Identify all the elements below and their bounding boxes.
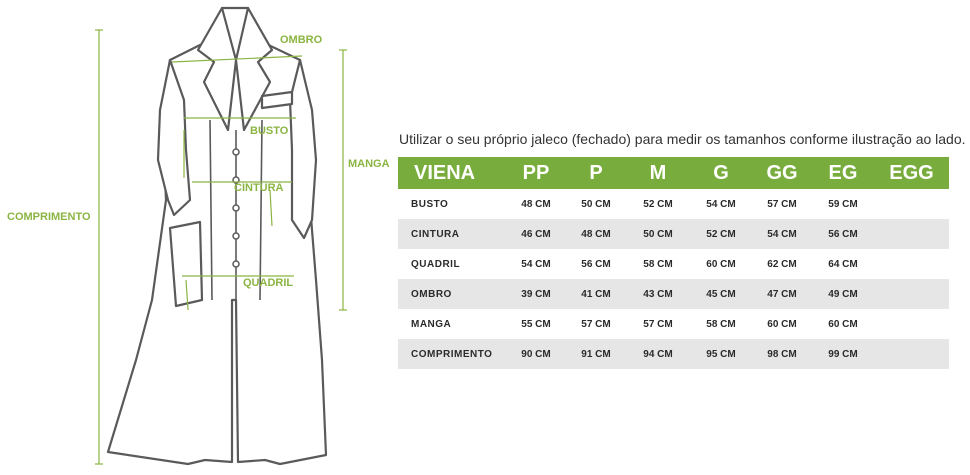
- table-cell: 99 CM: [812, 339, 874, 369]
- table-cell: 52 CM: [626, 189, 690, 219]
- label-quadril: QUADRIL: [243, 277, 294, 289]
- table-cell: 60 CM: [690, 249, 752, 279]
- table-cell: 48 CM: [506, 189, 566, 219]
- label-comprimento: COMPRIMENTO: [7, 211, 91, 223]
- size-table: [398, 157, 949, 369]
- label-cintura: CINTURA: [234, 182, 284, 194]
- coat-illustration: [0, 0, 390, 475]
- table-cell: [874, 339, 949, 369]
- size-header: EGG: [874, 157, 949, 189]
- size-header: M: [626, 157, 690, 189]
- size-header: PP: [506, 157, 566, 189]
- table-cell: 39 CM: [506, 279, 566, 309]
- row-label: MANGA: [398, 309, 506, 339]
- table-cell: 64 CM: [812, 249, 874, 279]
- table-cell: 58 CM: [626, 249, 690, 279]
- table-cell: 95 CM: [690, 339, 752, 369]
- table-cell: 58 CM: [690, 309, 752, 339]
- table-cell: [874, 189, 949, 219]
- size-header: G: [690, 157, 752, 189]
- label-ombro: OMBRO: [280, 34, 323, 46]
- row-label: OMBRO: [398, 279, 506, 309]
- size-header: P: [566, 157, 626, 189]
- table-cell: 41 CM: [566, 279, 626, 309]
- table-row: [398, 309, 949, 339]
- coat-measurement-figure: [0, 0, 390, 475]
- table-cell: 59 CM: [812, 189, 874, 219]
- table-cell: 54 CM: [690, 189, 752, 219]
- table-cell: 50 CM: [566, 189, 626, 219]
- row-label: QUADRIL: [398, 249, 506, 279]
- table-cell: 50 CM: [626, 219, 690, 249]
- table-cell: 54 CM: [506, 249, 566, 279]
- size-header: GG: [752, 157, 812, 189]
- table-row: [398, 249, 949, 279]
- table-cell: 98 CM: [752, 339, 812, 369]
- table-cell: 57 CM: [626, 309, 690, 339]
- table-cell: 56 CM: [566, 249, 626, 279]
- table-cell: 94 CM: [626, 339, 690, 369]
- table-cell: 47 CM: [752, 279, 812, 309]
- model-name: VIENA: [398, 157, 506, 189]
- table-cell: 45 CM: [690, 279, 752, 309]
- table-row: [398, 279, 949, 309]
- table-cell: 56 CM: [812, 219, 874, 249]
- label-busto: BUSTO: [250, 125, 289, 137]
- instructions-text: Utilizar o seu próprio jaleco (fechado) para medir os tamanhos conforme ilustração ao lado.: [399, 131, 966, 147]
- table-header-row: [398, 157, 949, 189]
- row-label: BUSTO: [398, 189, 506, 219]
- table-cell: 62 CM: [752, 249, 812, 279]
- table-cell: [874, 219, 949, 249]
- table-cell: 60 CM: [812, 309, 874, 339]
- row-label: CINTURA: [398, 219, 506, 249]
- table-cell: 43 CM: [626, 279, 690, 309]
- table-row: [398, 189, 949, 219]
- table-cell: 91 CM: [566, 339, 626, 369]
- size-header: EG: [812, 157, 874, 189]
- table-cell: 57 CM: [566, 309, 626, 339]
- table-cell: [874, 279, 949, 309]
- table-row: [398, 219, 949, 249]
- table-cell: 55 CM: [506, 309, 566, 339]
- row-label: COMPRIMENTO: [398, 339, 506, 369]
- table-cell: 54 CM: [752, 219, 812, 249]
- table-cell: 46 CM: [506, 219, 566, 249]
- table-cell: 49 CM: [812, 279, 874, 309]
- table-cell: 57 CM: [752, 189, 812, 219]
- label-manga: MANGA: [348, 158, 390, 170]
- table-row: [398, 339, 949, 369]
- table-cell: [874, 249, 949, 279]
- table-cell: 60 CM: [752, 309, 812, 339]
- table-cell: 52 CM: [690, 219, 752, 249]
- table-cell: 48 CM: [566, 219, 626, 249]
- table-cell: [874, 309, 949, 339]
- table-cell: 90 CM: [506, 339, 566, 369]
